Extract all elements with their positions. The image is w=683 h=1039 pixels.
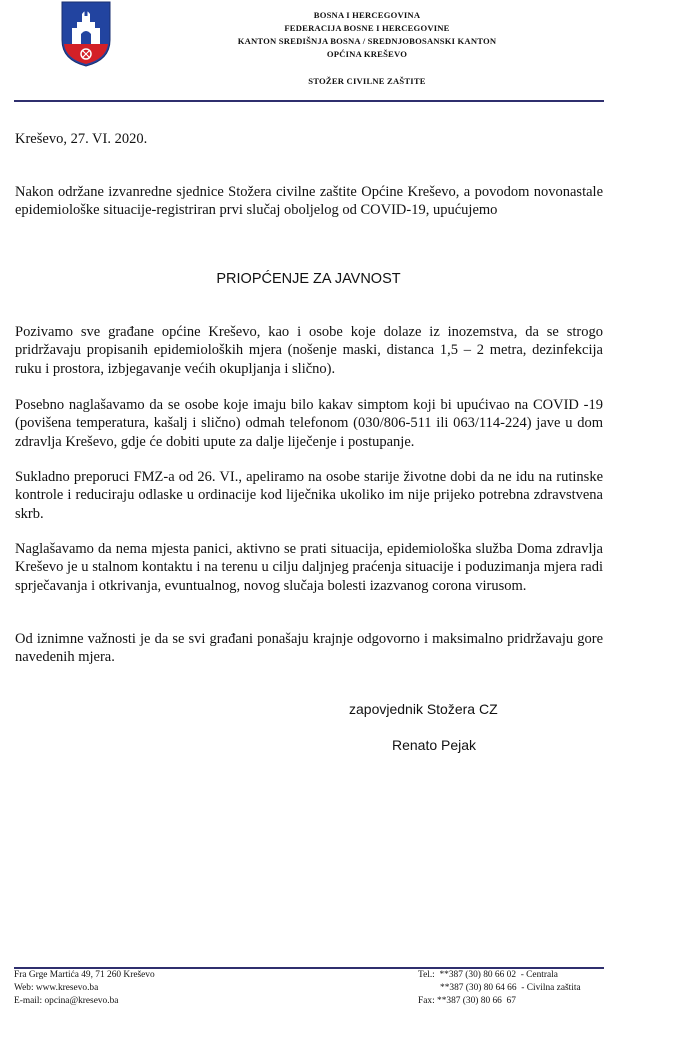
letterhead <box>140 9 594 88</box>
signature-role: zapovjednik Stožera CZ <box>349 701 498 717</box>
footer-fax: Fax: **387 (30) 80 66 67 <box>418 996 516 1006</box>
footer-email: E-mail: opcina@kresevo.ba <box>14 996 119 1006</box>
paragraph-symptoms: Posebno naglašavamo da se osobe koje imaju bilo kakav simptom koji bi upućivao na COVID -19 (povišena temperatura, kašalj i slično) odmah telefonom (030/806-511 ili 063/114-224) jave u dom zdravlja Kreševo, gdje će dobiti upute za dalje liječenje i postupanje. <box>15 397 603 450</box>
footer-contact-left <box>14 969 155 1008</box>
paragraph-elderly: Sukladno preporuci FMZ-a od 26. VI., apeliramo na osobe starije životne dobi da ne idu na rutinske kontrole i reduciraju odlaske u ordinacije kod liječnika ukoliko im nije prijeko potrebna zdravstvena skrb. <box>15 469 603 522</box>
paragraph-closing: Od iznimne važnosti je da se svi građani ponašaju krajnje odgovorno i maksimalno pridržavaju gore navedenih mjera. <box>15 631 603 666</box>
header-country: BOSNA I HERCEGOVINA <box>313 10 421 20</box>
paragraph-no-panic: Naglašavamo da nema mjesta panici, aktivno se prati situacija, epidemiološka služba Doma zdravlja Kreševo je u stalnom kontaktu i na terenu u cilju daljnjeg praćenja situacije i poduzimanja mjera radi sprječavanja i otkrivanja, evuntualnog, novog slučaja bolesti izazvanog corona virusom. <box>15 541 603 594</box>
header-divider <box>14 100 604 102</box>
footer-web: Web: www.kresevo.ba <box>14 983 99 993</box>
intro-paragraph: Nakon održane izvanredne sjednice Stožera civilne zaštite Općine Kreševo, a povodom novonastale epidemiološke situacije-registriran prvi slučaj oboljelog od COVID-19, upućujemo <box>15 184 603 219</box>
paragraph-measures: Pozivamo sve građane općine Kreševo, kao i osobe koje dolaze iz inozemstva, da se strogo pridržavaju propisanih epidemioloških mjera (nošenje maski, distanca 1,5 – 2 metra, dezinfekcija ruku i prostora, izbjegavanje većih okupljanja i slično). <box>15 324 603 377</box>
footer-address: Fra Grge Martića 49, 71 260 Kreševo <box>14 970 155 980</box>
footer-tel-central: Tel.: **387 (30) 80 66 02 - Centrala <box>418 970 558 980</box>
footer-tel-civil: **387 (30) 80 64 66 - Civilna zaštita <box>440 983 581 993</box>
municipality-crest-icon <box>60 0 112 68</box>
document-title: PRIOPĆENJE ZA JAVNOST <box>216 271 401 287</box>
signature-name: Renato Pejak <box>392 737 477 753</box>
header-municipality: OPĆINA KREŠEVO <box>326 49 408 59</box>
document-date: Kreševo, 27. VI. 2020. <box>15 131 148 147</box>
header-canton: KANTON SREDIŠNJA BOSNA / SREDNJOBOSANSKI KANTON <box>237 36 497 46</box>
header-federation: FEDERACIJA BOSNE I HERCEGOVINE <box>284 23 450 33</box>
header-department: STOŽER CIVILNE ZAŠTITE <box>308 76 426 86</box>
